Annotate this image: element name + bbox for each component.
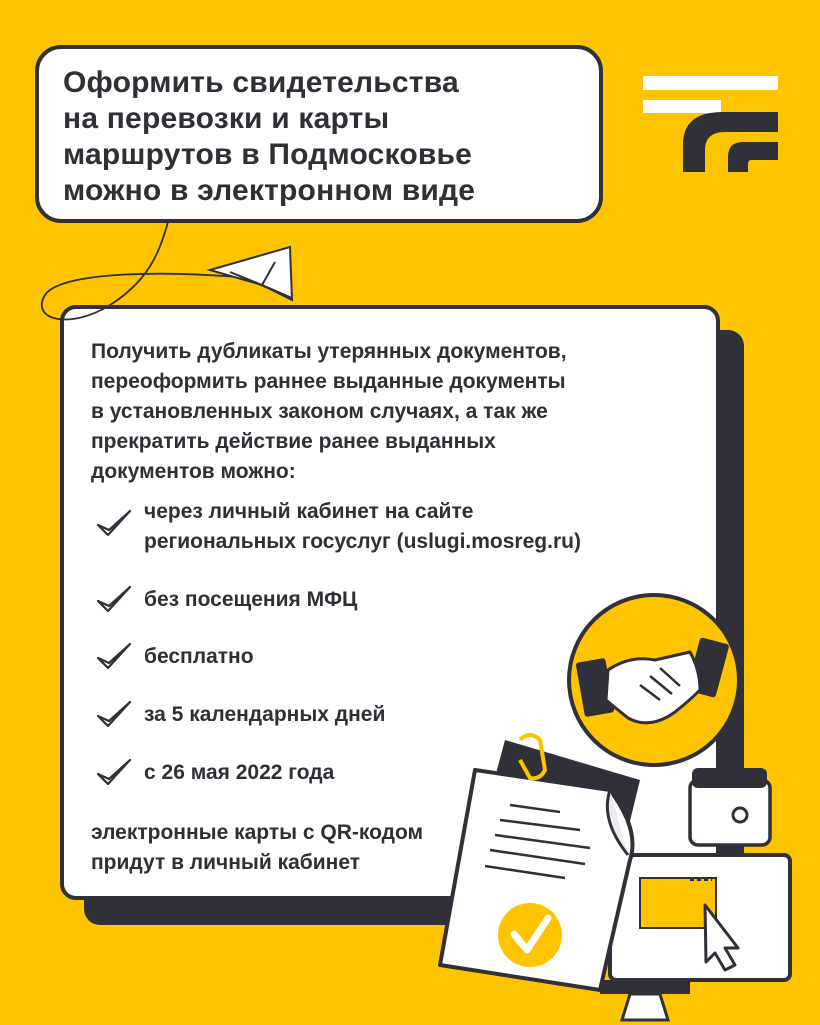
- bullet-text: [144, 585, 357, 615]
- checkmark-icon: [96, 758, 132, 786]
- title-line: маршрутов в Подмосковье: [63, 138, 473, 171]
- bullet-line: через личный кабинет на сайте: [144, 500, 474, 523]
- footer-note: [91, 818, 423, 878]
- intro-line: прекратить действие ранее выданных: [91, 430, 496, 453]
- footer-line: придут в личный кабинет: [91, 851, 361, 874]
- checkmark-icon: [96, 585, 132, 613]
- bullet-line: за 5 календарных дней: [144, 703, 386, 726]
- title-line: на перевозки и карты: [63, 102, 390, 135]
- bullet-text: [144, 758, 334, 788]
- bullet-text: [144, 497, 581, 557]
- bullet-line: с 26 мая 2022 года: [144, 761, 335, 784]
- intro-text: [91, 337, 651, 487]
- bullet-line: региональных госуслуг (uslugi.mosreg.ru): [144, 530, 581, 553]
- checkmark-icon: [96, 509, 132, 537]
- intro-line: в установленных законом случаях, а так же: [91, 400, 548, 423]
- bullet-line: бесплатно: [144, 645, 254, 668]
- checkmark-icon: [96, 700, 132, 728]
- bullet-text: [144, 642, 254, 672]
- checkmark-icon: [96, 642, 132, 670]
- bullet-line: без посещения МФЦ: [144, 588, 358, 611]
- title-line: можно в электронном виде: [63, 174, 476, 207]
- brand-logo-icon: [643, 72, 778, 172]
- title-line: Оформить свидетельства: [63, 66, 459, 99]
- intro-line: Получить дубликаты утерянных документов,: [91, 340, 567, 363]
- intro-line: документов можно:: [91, 460, 296, 483]
- footer-line: электронные карты с QR-кодом: [91, 821, 424, 844]
- bullet-text: [144, 700, 385, 730]
- intro-line: переоформить раннее выданные документы: [91, 370, 566, 393]
- title-bubble: [35, 45, 603, 223]
